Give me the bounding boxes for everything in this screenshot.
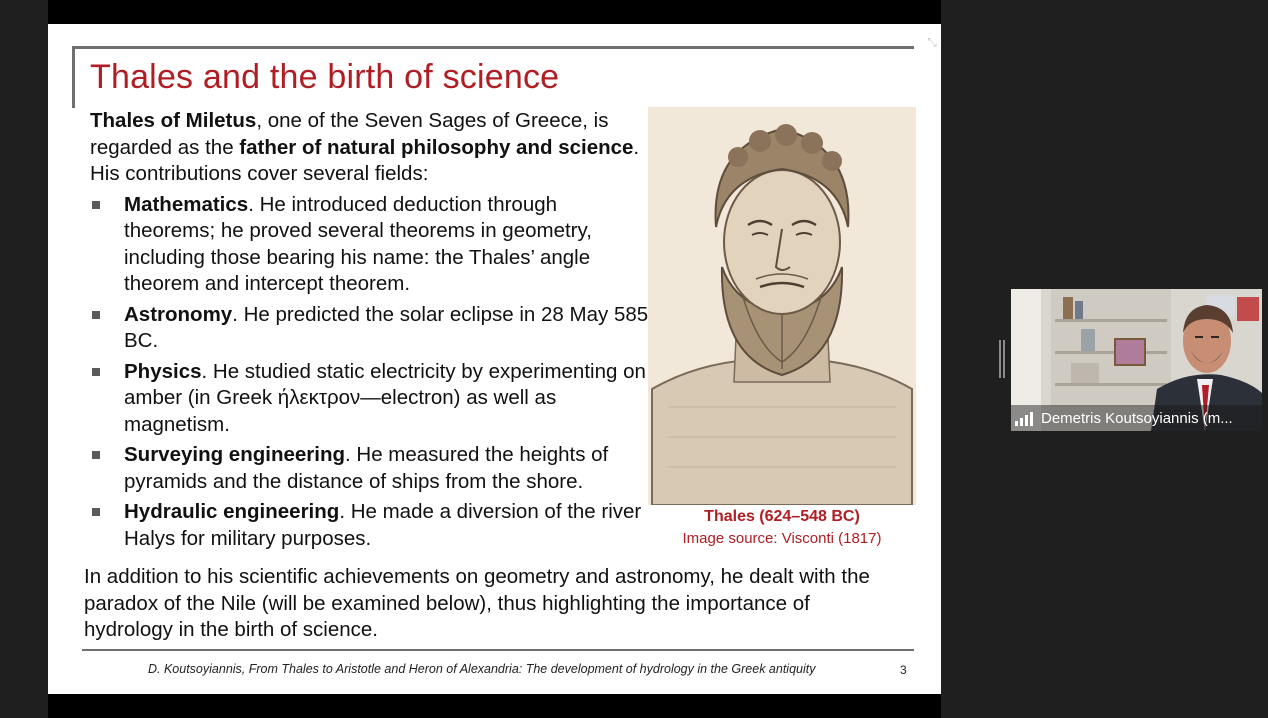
- bust-engraving-icon: [648, 107, 916, 505]
- bullet-heading: Hydraulic engineering: [124, 500, 340, 523]
- bullet-heading: Surveying engineering: [124, 443, 345, 466]
- thales-portrait: [648, 107, 916, 505]
- title-corner-rule: [72, 46, 75, 108]
- list-item: [90, 442, 650, 495]
- slide-title: Thales and the birth of science: [90, 58, 560, 96]
- bullet-square-icon: [92, 368, 100, 376]
- participant-name-bar: [1011, 405, 1262, 431]
- bullet-text: . He measured the heights of pyramids and the distance of ships from the shore.: [124, 443, 609, 493]
- bullet-square-icon: [92, 451, 100, 459]
- presentation-slide: [48, 24, 941, 694]
- bullet-heading: Astronomy: [124, 302, 233, 326]
- list-item: [90, 192, 650, 298]
- bullet-square-icon: [92, 508, 100, 516]
- title-rule: [72, 46, 914, 49]
- image-caption: Thales (624–548 BC): [704, 508, 860, 525]
- slide-footer: D. Koutsoyiannis, From Thales to Aristotle and Heron of Alexandria: The development of hydrology in the Greek antiquity: [148, 662, 816, 676]
- intro-bold-name: Thales of Miletus: [90, 109, 257, 132]
- bullet-text: . He predicted the solar eclipse in 28 May 585 BC.: [124, 302, 649, 352]
- bullet-text: . He studied static electricity by experimenting on amber (in Greek ήλεκτρον—electron) as well as magnetism.: [124, 359, 646, 436]
- list-item: [90, 302, 650, 355]
- list-item: [90, 359, 650, 439]
- collapse-arrows-icon[interactable]: ⤡: [927, 35, 937, 49]
- bullet-text: . He made a diversion of the river Halys for military purposes.: [124, 500, 642, 550]
- footer-rule: [82, 649, 914, 651]
- intro-bold-father: father of natural philosophy and science: [239, 135, 634, 159]
- bullet-heading: Physics: [124, 359, 202, 383]
- slide-body: [90, 108, 650, 556]
- page-number: 3: [900, 663, 907, 677]
- bullet-square-icon: [92, 201, 100, 209]
- panel-resize-handle[interactable]: [999, 340, 1005, 378]
- bullet-heading: Mathematics: [124, 192, 249, 216]
- participant-name: Demetris Koutsoyiannis (m...: [1041, 409, 1233, 427]
- conclusion-paragraph: In addition to his scientific achievements on geometry and astronomy, he dealt with the paradox of the Nile (will be examined below), thus highlighting the importance of hydrology in the birth of science.: [84, 565, 870, 641]
- intro-paragraph: [90, 108, 650, 188]
- list-item: [90, 499, 650, 552]
- contributions-list: [90, 192, 650, 553]
- bullet-text: . He introduced deduction through theorems; he proved several theorems in geometry, including those bearing his name: the Thales’ angle theorem and intercept theorem.: [124, 192, 592, 295]
- participant-video-tile[interactable]: [1011, 289, 1262, 431]
- bullet-square-icon: [92, 311, 100, 319]
- signal-strength-icon: [1015, 410, 1035, 426]
- intro-text: , one of the Seven Sages of Greece, is regarded as the: [90, 109, 609, 159]
- intro-text-end: . His contributions cover several fields:: [90, 135, 640, 185]
- image-source: Image source: Visconti (1817): [682, 530, 882, 547]
